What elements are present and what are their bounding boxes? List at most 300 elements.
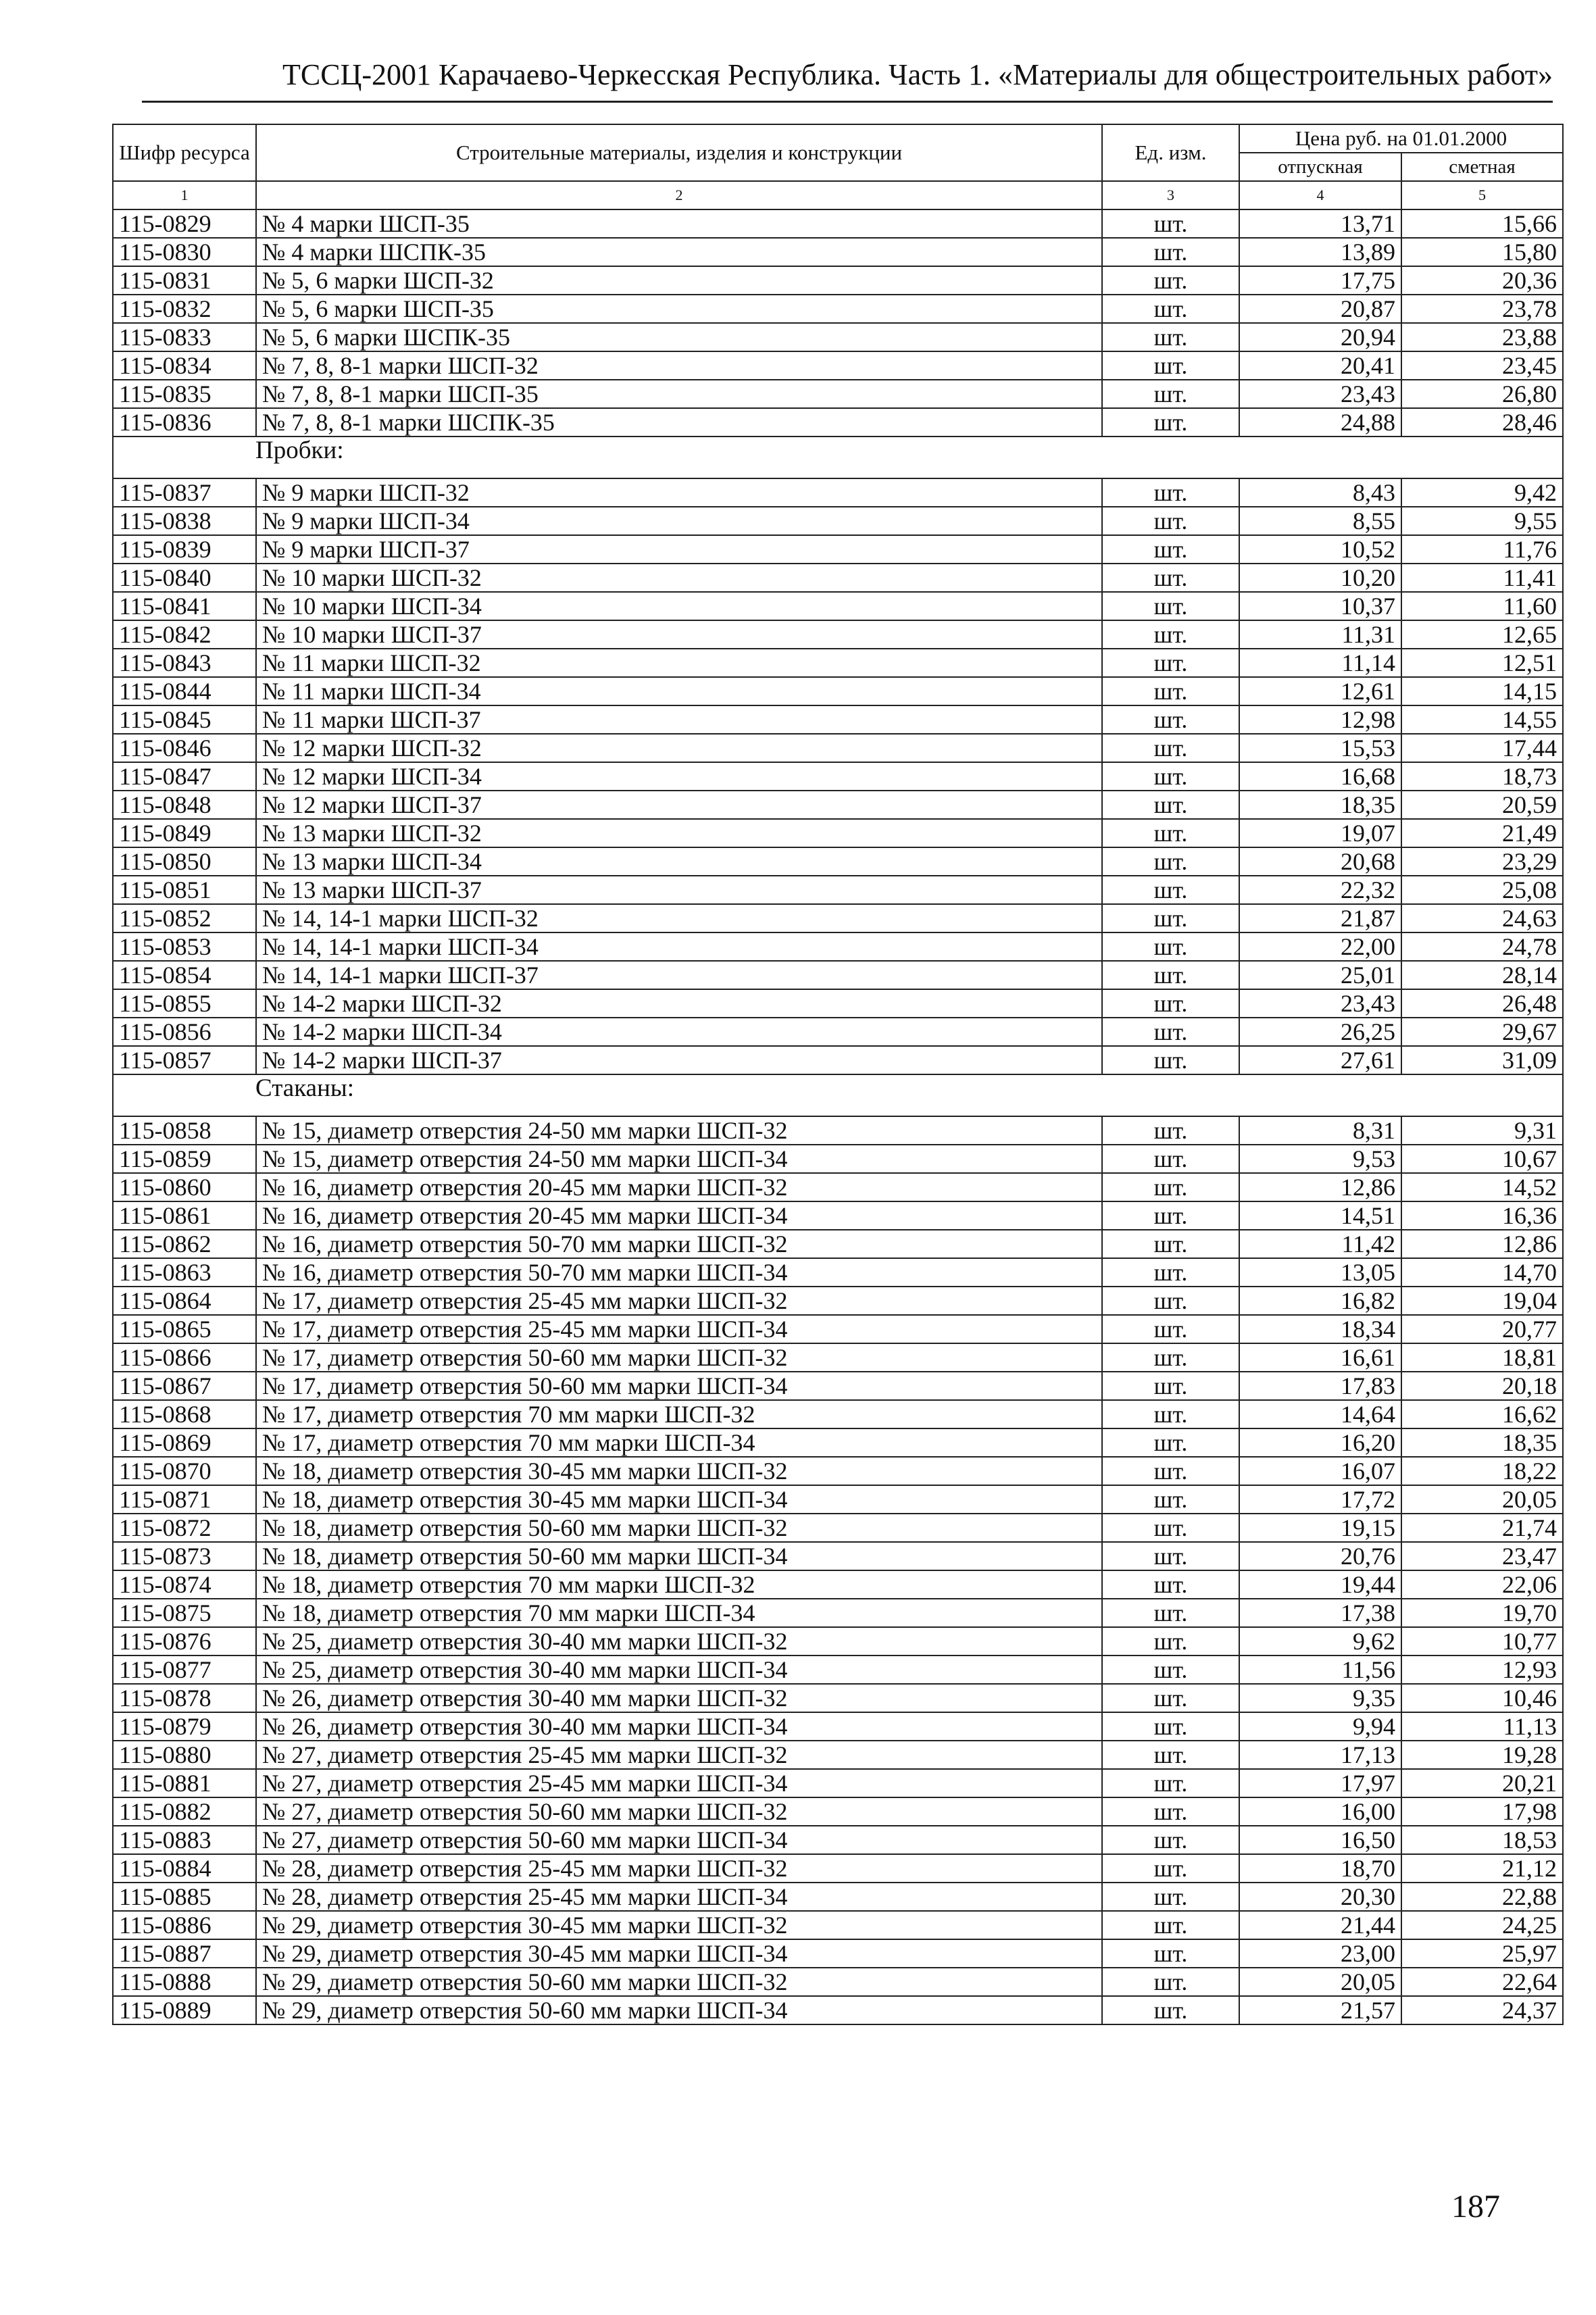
cell-unit: шт. [1102, 734, 1239, 762]
cell-estimate-price: 22,06 [1401, 1570, 1563, 1599]
table-body [113, 209, 1563, 2024]
cell-code: 115-0880 [113, 1741, 256, 1769]
cell-unit: шт. [1102, 1627, 1239, 1656]
cell-name: № 9 марки ШСП-32 [256, 478, 1102, 507]
table-row [113, 876, 1563, 904]
table-row [113, 1826, 1563, 1854]
cell-estimate-price: 23,78 [1401, 295, 1563, 323]
table-row [113, 1769, 1563, 1797]
cell-name: № 18, диаметр отверстия 30-45 мм марки ШСП-34 [256, 1485, 1102, 1514]
table-row [113, 323, 1563, 351]
table-row [113, 1018, 1563, 1046]
cell-code: 115-0832 [113, 295, 256, 323]
column-number: 1 [113, 181, 256, 209]
cell-name: № 26, диаметр отверстия 30-40 мм марки ШСП-32 [256, 1684, 1102, 1712]
cell-code: 115-0874 [113, 1570, 256, 1599]
cell-estimate-price: 25,97 [1401, 1939, 1563, 1968]
cell-code: 115-0869 [113, 1428, 256, 1457]
table-row [113, 1457, 1563, 1485]
cell-unit: шт. [1102, 1939, 1239, 1968]
cell-unit: шт. [1102, 1457, 1239, 1485]
cell-name: № 18, диаметр отверстия 70 мм марки ШСП-34 [256, 1599, 1102, 1627]
cell-wholesale-price: 11,31 [1239, 620, 1401, 649]
cell-unit: шт. [1102, 1599, 1239, 1627]
cell-estimate-price: 18,53 [1401, 1826, 1563, 1854]
cell-wholesale-price: 12,61 [1239, 677, 1401, 705]
cell-unit: шт. [1102, 847, 1239, 876]
cell-estimate-price: 12,93 [1401, 1656, 1563, 1684]
table-row [113, 1315, 1563, 1343]
cell-estimate-price: 26,80 [1401, 380, 1563, 408]
table-row [113, 620, 1563, 649]
cell-wholesale-price: 20,05 [1239, 1968, 1401, 1996]
cell-unit: шт. [1102, 351, 1239, 380]
cell-wholesale-price: 17,72 [1239, 1485, 1401, 1514]
cell-unit: шт. [1102, 1514, 1239, 1542]
cell-wholesale-price: 17,13 [1239, 1741, 1401, 1769]
cell-unit: шт. [1102, 649, 1239, 677]
cell-estimate-price: 16,62 [1401, 1400, 1563, 1428]
table-row [113, 932, 1563, 961]
cell-estimate-price: 21,74 [1401, 1514, 1563, 1542]
cell-code: 115-0860 [113, 1173, 256, 1201]
cell-code: 115-0863 [113, 1258, 256, 1287]
cell-code: 115-0883 [113, 1826, 256, 1854]
cell-wholesale-price: 17,83 [1239, 1372, 1401, 1400]
cell-name: № 5, 6 марки ШСП-35 [256, 295, 1102, 323]
column-number: 5 [1401, 181, 1563, 209]
cell-wholesale-price: 19,15 [1239, 1514, 1401, 1542]
cell-name: № 14-2 марки ШСП-32 [256, 989, 1102, 1018]
table-row [113, 904, 1563, 932]
cell-wholesale-price: 23,00 [1239, 1939, 1401, 1968]
cell-code: 115-0841 [113, 592, 256, 620]
cell-unit: шт. [1102, 1570, 1239, 1599]
cell-wholesale-price: 10,37 [1239, 592, 1401, 620]
cell-code: 115-0876 [113, 1627, 256, 1656]
header-estimate: сметная [1401, 153, 1563, 181]
cell-code: 115-0888 [113, 1968, 256, 1996]
cell-code: 115-0884 [113, 1854, 256, 1883]
cell-code: 115-0835 [113, 380, 256, 408]
cell-name: № 16, диаметр отверстия 20-45 мм марки ШСП-32 [256, 1173, 1102, 1201]
cell-estimate-price: 21,49 [1401, 819, 1563, 847]
cell-name: № 13 марки ШСП-37 [256, 876, 1102, 904]
cell-unit: шт. [1102, 1343, 1239, 1372]
column-number-row [113, 181, 1563, 209]
cell-unit: шт. [1102, 564, 1239, 592]
column-number: 2 [256, 181, 1102, 209]
cell-estimate-price: 14,52 [1401, 1173, 1563, 1201]
cell-estimate-price: 23,45 [1401, 351, 1563, 380]
table-row [113, 1741, 1563, 1769]
cell-wholesale-price: 21,44 [1239, 1911, 1401, 1939]
cell-wholesale-price: 11,42 [1239, 1230, 1401, 1258]
table-row [113, 295, 1563, 323]
cell-unit: шт. [1102, 1145, 1239, 1173]
cell-name: № 27, диаметр отверстия 50-60 мм марки ШСП-32 [256, 1797, 1102, 1826]
cell-unit: шт. [1102, 1684, 1239, 1712]
page-header [142, 47, 1553, 103]
cell-estimate-price: 17,44 [1401, 734, 1563, 762]
cell-estimate-price: 22,88 [1401, 1883, 1563, 1911]
table-row [113, 380, 1563, 408]
cell-wholesale-price: 23,43 [1239, 989, 1401, 1018]
cell-estimate-price: 14,55 [1401, 705, 1563, 734]
cell-wholesale-price: 11,14 [1239, 649, 1401, 677]
cell-wholesale-price: 22,00 [1239, 932, 1401, 961]
cell-name: № 18, диаметр отверстия 50-60 мм марки ШСП-32 [256, 1514, 1102, 1542]
cell-name: № 4 марки ШСПК-35 [256, 238, 1102, 266]
cell-wholesale-price: 9,35 [1239, 1684, 1401, 1712]
cell-unit: шт. [1102, 762, 1239, 791]
cell-unit: шт. [1102, 1315, 1239, 1343]
cell-name: № 18, диаметр отверстия 70 мм марки ШСП-32 [256, 1570, 1102, 1599]
cell-estimate-price: 15,80 [1401, 238, 1563, 266]
cell-name: № 27, диаметр отверстия 25-45 мм марки ШСП-34 [256, 1769, 1102, 1797]
cell-wholesale-price: 8,43 [1239, 478, 1401, 507]
cell-name: № 14-2 марки ШСП-37 [256, 1046, 1102, 1074]
table-row [113, 1201, 1563, 1230]
cell-name: № 17, диаметр отверстия 70 мм марки ШСП-34 [256, 1428, 1102, 1457]
cell-name: № 29, диаметр отверстия 30-45 мм марки ШСП-34 [256, 1939, 1102, 1968]
cell-wholesale-price: 23,43 [1239, 380, 1401, 408]
table-row [113, 1542, 1563, 1570]
cell-wholesale-price: 14,51 [1239, 1201, 1401, 1230]
cell-code: 115-0873 [113, 1542, 256, 1570]
cell-name: № 12 марки ШСП-32 [256, 734, 1102, 762]
cell-wholesale-price: 11,56 [1239, 1656, 1401, 1684]
cell-name: № 28, диаметр отверстия 25-45 мм марки ШСП-34 [256, 1883, 1102, 1911]
cell-unit: шт. [1102, 1201, 1239, 1230]
cell-wholesale-price: 16,07 [1239, 1457, 1401, 1485]
cell-code: 115-0885 [113, 1883, 256, 1911]
cell-unit: шт. [1102, 535, 1239, 564]
table-row [113, 1570, 1563, 1599]
cell-unit: шт. [1102, 507, 1239, 535]
table-row [113, 1116, 1563, 1145]
cell-wholesale-price: 16,50 [1239, 1826, 1401, 1854]
cell-wholesale-price: 20,41 [1239, 351, 1401, 380]
cell-name: № 29, диаметр отверстия 30-45 мм марки ШСП-32 [256, 1911, 1102, 1939]
cell-estimate-price: 14,15 [1401, 677, 1563, 705]
table-row [113, 1627, 1563, 1656]
cell-name: № 18, диаметр отверстия 50-60 мм марки ШСП-34 [256, 1542, 1102, 1570]
cell-code: 115-0856 [113, 1018, 256, 1046]
cell-name: № 28, диаметр отверстия 25-45 мм марки ШСП-32 [256, 1854, 1102, 1883]
cell-estimate-price: 29,67 [1401, 1018, 1563, 1046]
cell-code: 115-0831 [113, 266, 256, 295]
cell-estimate-price: 10,77 [1401, 1627, 1563, 1656]
cell-name: № 14-2 марки ШСП-34 [256, 1018, 1102, 1046]
cell-estimate-price: 17,98 [1401, 1797, 1563, 1826]
cell-name: № 10 марки ШСП-32 [256, 564, 1102, 592]
cell-name: № 4 марки ШСП-35 [256, 209, 1102, 238]
cell-estimate-price: 24,78 [1401, 932, 1563, 961]
cell-code: 115-0862 [113, 1230, 256, 1258]
header-name: Строительные материалы, изделия и конструкции [256, 124, 1102, 181]
cell-estimate-price: 16,36 [1401, 1201, 1563, 1230]
table-row [113, 507, 1563, 535]
cell-unit: шт. [1102, 1428, 1239, 1457]
cell-unit: шт. [1102, 209, 1239, 238]
cell-wholesale-price: 13,89 [1239, 238, 1401, 266]
page-number: 187 [1451, 2189, 1500, 2224]
cell-unit: шт. [1102, 238, 1239, 266]
cell-unit: шт. [1102, 1968, 1239, 1996]
cell-estimate-price: 10,67 [1401, 1145, 1563, 1173]
cell-estimate-price: 19,28 [1401, 1741, 1563, 1769]
table-row [113, 1968, 1563, 1996]
cell-estimate-price: 11,60 [1401, 592, 1563, 620]
cell-name: № 11 марки ШСП-37 [256, 705, 1102, 734]
cell-code: 115-0836 [113, 408, 256, 437]
table-row [113, 592, 1563, 620]
cell-name: № 17, диаметр отверстия 50-60 мм марки ШСП-32 [256, 1343, 1102, 1372]
cell-estimate-price: 12,65 [1401, 620, 1563, 649]
table-row [113, 1996, 1563, 2024]
cell-wholesale-price: 16,20 [1239, 1428, 1401, 1457]
cell-name: № 29, диаметр отверстия 50-60 мм марки ШСП-32 [256, 1968, 1102, 1996]
cell-estimate-price: 15,66 [1401, 209, 1563, 238]
cell-wholesale-price: 20,30 [1239, 1883, 1401, 1911]
table-row [113, 847, 1563, 876]
cell-wholesale-price: 9,53 [1239, 1145, 1401, 1173]
cell-code: 115-0879 [113, 1712, 256, 1741]
cell-wholesale-price: 8,31 [1239, 1116, 1401, 1145]
cell-name: № 27, диаметр отверстия 50-60 мм марки ШСП-34 [256, 1826, 1102, 1854]
cell-code: 115-0857 [113, 1046, 256, 1074]
cell-code: 115-0858 [113, 1116, 256, 1145]
cell-code: 115-0833 [113, 323, 256, 351]
cell-code: 115-0855 [113, 989, 256, 1018]
header-wholesale: отпускная [1239, 153, 1401, 181]
cell-code: 115-0870 [113, 1457, 256, 1485]
section-row [113, 1074, 1563, 1116]
cell-unit: шт. [1102, 677, 1239, 705]
cell-code: 115-0878 [113, 1684, 256, 1712]
cell-name: № 11 марки ШСП-32 [256, 649, 1102, 677]
cell-name: № 15, диаметр отверстия 24-50 мм марки ШСП-32 [256, 1116, 1102, 1145]
cell-name: № 7, 8, 8-1 марки ШСПК-35 [256, 408, 1102, 437]
cell-estimate-price: 12,86 [1401, 1230, 1563, 1258]
header-unit: Ед. изм. [1102, 124, 1239, 181]
table-row [113, 1883, 1563, 1911]
table-row [113, 1428, 1563, 1457]
table-row [113, 1173, 1563, 1201]
cell-estimate-price: 21,12 [1401, 1854, 1563, 1883]
cell-unit: шт. [1102, 295, 1239, 323]
cell-code: 115-0875 [113, 1599, 256, 1627]
table-row [113, 408, 1563, 437]
cell-estimate-price: 18,73 [1401, 762, 1563, 791]
table-row [113, 1656, 1563, 1684]
cell-estimate-price: 12,51 [1401, 649, 1563, 677]
cell-unit: шт. [1102, 1046, 1239, 1074]
table-row [113, 1372, 1563, 1400]
cell-code: 115-0842 [113, 620, 256, 649]
section-row [113, 437, 1563, 478]
cell-name: № 16, диаметр отверстия 50-70 мм марки ШСП-32 [256, 1230, 1102, 1258]
cell-code: 115-0868 [113, 1400, 256, 1428]
table-row [113, 677, 1563, 705]
table-row [113, 1854, 1563, 1883]
cell-name: № 18, диаметр отверстия 30-45 мм марки ШСП-32 [256, 1457, 1102, 1485]
cell-wholesale-price: 12,98 [1239, 705, 1401, 734]
cell-unit: шт. [1102, 1485, 1239, 1514]
cell-wholesale-price: 18,34 [1239, 1315, 1401, 1343]
cell-wholesale-price: 22,32 [1239, 876, 1401, 904]
cell-estimate-price: 31,09 [1401, 1046, 1563, 1074]
cell-estimate-price: 18,35 [1401, 1428, 1563, 1457]
cell-estimate-price: 10,46 [1401, 1684, 1563, 1712]
cell-unit: шт. [1102, 1883, 1239, 1911]
cell-estimate-price: 25,08 [1401, 876, 1563, 904]
cell-wholesale-price: 18,70 [1239, 1854, 1401, 1883]
cell-code: 115-0871 [113, 1485, 256, 1514]
cell-unit: шт. [1102, 323, 1239, 351]
table-row [113, 1258, 1563, 1287]
cell-name: № 12 марки ШСП-34 [256, 762, 1102, 791]
cell-estimate-price: 18,81 [1401, 1343, 1563, 1372]
cell-unit: шт. [1102, 1400, 1239, 1428]
cell-name: № 29, диаметр отверстия 50-60 мм марки ШСП-34 [256, 1996, 1102, 2024]
cell-wholesale-price: 8,55 [1239, 507, 1401, 535]
cell-unit: шт. [1102, 1230, 1239, 1258]
cell-wholesale-price: 16,00 [1239, 1797, 1401, 1826]
table-row [113, 1797, 1563, 1826]
cell-wholesale-price: 9,62 [1239, 1627, 1401, 1656]
cell-estimate-price: 28,14 [1401, 961, 1563, 989]
cell-name: № 7, 8, 8-1 марки ШСП-32 [256, 351, 1102, 380]
section-title: Стаканы: [113, 1074, 1563, 1116]
cell-unit: шт. [1102, 989, 1239, 1018]
cell-code: 115-0877 [113, 1656, 256, 1684]
cell-name: № 16, диаметр отверстия 20-45 мм марки ШСП-34 [256, 1201, 1102, 1230]
cell-name: № 11 марки ШСП-34 [256, 677, 1102, 705]
cell-unit: шт. [1102, 1712, 1239, 1741]
header-code: Шифр ресурса [113, 124, 256, 181]
cell-unit: шт. [1102, 1372, 1239, 1400]
cell-unit: шт. [1102, 478, 1239, 507]
cell-unit: шт. [1102, 1542, 1239, 1570]
cell-estimate-price: 19,70 [1401, 1599, 1563, 1627]
cell-wholesale-price: 13,71 [1239, 209, 1401, 238]
table-row [113, 1485, 1563, 1514]
cell-code: 115-0850 [113, 847, 256, 876]
cell-wholesale-price: 14,64 [1239, 1400, 1401, 1428]
cell-estimate-price: 11,13 [1401, 1712, 1563, 1741]
cell-wholesale-price: 15,53 [1239, 734, 1401, 762]
cell-unit: шт. [1102, 1656, 1239, 1684]
cell-estimate-price: 20,21 [1401, 1769, 1563, 1797]
cell-code: 115-0853 [113, 932, 256, 961]
cell-name: № 5, 6 марки ШСПК-35 [256, 323, 1102, 351]
cell-name: № 12 марки ШСП-37 [256, 791, 1102, 819]
cell-code: 115-0872 [113, 1514, 256, 1542]
cell-unit: шт. [1102, 1826, 1239, 1854]
cell-estimate-price: 20,18 [1401, 1372, 1563, 1400]
table-row [113, 649, 1563, 677]
cell-name: № 25, диаметр отверстия 30-40 мм марки ШСП-34 [256, 1656, 1102, 1684]
cell-wholesale-price: 16,82 [1239, 1287, 1401, 1315]
cell-unit: шт. [1102, 380, 1239, 408]
cell-estimate-price: 26,48 [1401, 989, 1563, 1018]
cell-code: 115-0851 [113, 876, 256, 904]
cell-code: 115-0844 [113, 677, 256, 705]
cell-wholesale-price: 25,01 [1239, 961, 1401, 989]
cell-code: 115-0848 [113, 791, 256, 819]
cell-estimate-price: 24,25 [1401, 1911, 1563, 1939]
cell-wholesale-price: 24,88 [1239, 408, 1401, 437]
cell-name: № 10 марки ШСП-37 [256, 620, 1102, 649]
table-row [113, 238, 1563, 266]
cell-wholesale-price: 20,87 [1239, 295, 1401, 323]
cell-estimate-price: 11,41 [1401, 564, 1563, 592]
table-row [113, 1046, 1563, 1074]
table-row [113, 705, 1563, 734]
cell-wholesale-price: 20,68 [1239, 847, 1401, 876]
cell-estimate-price: 20,05 [1401, 1485, 1563, 1514]
cell-unit: шт. [1102, 592, 1239, 620]
cell-unit: шт. [1102, 1116, 1239, 1145]
cell-wholesale-price: 9,94 [1239, 1712, 1401, 1741]
table-row [113, 266, 1563, 295]
table-row [113, 989, 1563, 1018]
table-row [113, 1287, 1563, 1315]
cell-name: № 13 марки ШСП-32 [256, 819, 1102, 847]
cell-unit: шт. [1102, 1854, 1239, 1883]
cell-wholesale-price: 20,94 [1239, 323, 1401, 351]
cell-wholesale-price: 17,75 [1239, 266, 1401, 295]
cell-unit: шт. [1102, 932, 1239, 961]
page-title: ТССЦ-2001 Карачаево-Черкесская Республика. Часть 1. «Материалы для общестроительных работ» [282, 58, 1553, 91]
cell-unit: шт. [1102, 1018, 1239, 1046]
cell-name: № 16, диаметр отверстия 50-70 мм марки ШСП-34 [256, 1258, 1102, 1287]
cell-wholesale-price: 26,25 [1239, 1018, 1401, 1046]
cell-estimate-price: 20,59 [1401, 791, 1563, 819]
table-row [113, 1514, 1563, 1542]
cell-code: 115-0830 [113, 238, 256, 266]
cell-estimate-price: 19,04 [1401, 1287, 1563, 1315]
cell-unit: шт. [1102, 961, 1239, 989]
table-row [113, 209, 1563, 238]
cell-wholesale-price: 19,07 [1239, 819, 1401, 847]
cell-wholesale-price: 18,35 [1239, 791, 1401, 819]
table-row [113, 1230, 1563, 1258]
cell-wholesale-price: 17,38 [1239, 1599, 1401, 1627]
table-row [113, 1712, 1563, 1741]
cell-estimate-price: 11,76 [1401, 535, 1563, 564]
cell-wholesale-price: 16,68 [1239, 762, 1401, 791]
cell-unit: шт. [1102, 620, 1239, 649]
table-row [113, 734, 1563, 762]
cell-wholesale-price: 17,97 [1239, 1769, 1401, 1797]
table-row [113, 1599, 1563, 1627]
cell-unit: шт. [1102, 791, 1239, 819]
cell-code: 115-0887 [113, 1939, 256, 1968]
cell-code: 115-0889 [113, 1996, 256, 2024]
table-row [113, 819, 1563, 847]
cell-wholesale-price: 21,57 [1239, 1996, 1401, 2024]
cell-code: 115-0867 [113, 1372, 256, 1400]
cell-code: 115-0859 [113, 1145, 256, 1173]
cell-code: 115-0847 [113, 762, 256, 791]
cell-code: 115-0852 [113, 904, 256, 932]
cell-unit: шт. [1102, 819, 1239, 847]
cell-estimate-price: 14,70 [1401, 1258, 1563, 1287]
table-row [113, 1684, 1563, 1712]
